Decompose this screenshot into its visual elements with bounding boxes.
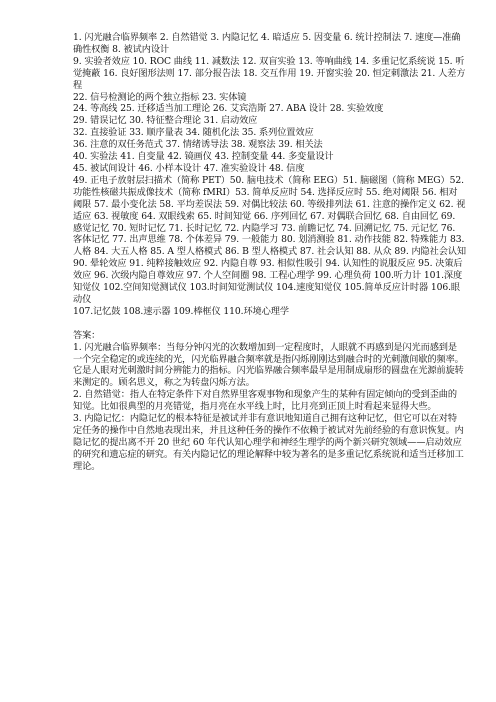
section-gap: [73, 318, 466, 330]
answers-section: [73, 330, 466, 473]
terms-line: 45. 被试间设计 46. 小样本设计 47. 准实验设计 48. 信度: [73, 162, 305, 174]
terms-list: [73, 32, 466, 318]
answer-item: 2. 自然错觉：指人在特定条件下对自然界里客观事物和现象产生的某种有固定倾向的受到歪曲的知觉。比如很典型的月亮错觉，指月亮在水平线上时，比月亮到正顶上时看起来显得大些。: [73, 389, 457, 413]
terms-line: 22. 信号检测论的两个独立指标 23. 实体镜: [73, 91, 247, 103]
terms-line: 40. 实验法 41. 自变量 42. 镜画仪 43. 控制变量 44. 多变量设计: [73, 151, 334, 163]
terms-line: 24. 等高线 25. 迁移适当加工理论 26. 艾宾浩斯 27. ABA 设计 28. 实验效度: [73, 103, 384, 115]
terms-line: 32. 直接验证 33. 顺序量表 34. 随机化法 35. 系列位置效应: [73, 127, 314, 139]
terms-line: 29. 错误记忆 30. 特征整合理论 31. 启动效应: [73, 115, 258, 127]
answer-item: 1. 闪光融合临界频率：当每分钟闪光的次数增加到一定程度时，人眼就不再感到是闪光而感到是一个完全稳定的或连续的光，闪光临界融合频率就是指闪烁刚刚达到融合时的光刺激间歇的频率。它是人眼对光刺激时间分辨能力的指标。闪光临界融合频率最早是用制成扇形的圆盘在光源前旋转来测定的。顾名思义，称之为转盘闪烁方法。: [73, 341, 464, 389]
terms-line: 107.记忆鼓 108.速示器 109.棒框仪 110.环境心理学: [73, 305, 289, 317]
answer-item: 3. 内隐记忆：内隐记忆的根本特征是被试并非有意识地知道自己拥有这种记忆，但它可以在对特定任务的操作中自然地表现出来，并且这种任务的操作不依赖于被试对先前经验的有意识恢复。内隐记忆的提出离不开 20 世纪 60 年代认知心理学和神经生理学的两个新兴研究领域——启动效应的研究和遗忘症的研究。有关内隐记忆的理论解释中较为著名的是多重记忆系统说和适当迁移加工理论。: [73, 413, 464, 472]
terms-line: 9. 实验者效应 10. ROC 曲线 11. 减数法 12. 双盲实验 13. 等响曲线 14. 多重记忆系统说 15. 听觉掩蔽 16. 良好图形法则 17. 部分报告法 18. 交互作用 19. 开窗实验 20. 恒定刺激法 21. 人差方程: [73, 55, 466, 91]
terms-line: 36. 注意的双任务范式 37. 情绪诱导法 38. 观察法 39. 相关法: [73, 139, 323, 151]
terms-line: 49. 正电子放射层扫描术（简称 PET）50. 脑电技术（简称 EEG）51. 脑磁图（简称 MEG）52. 功能性核磁共振成像技术（简称 fMRI）53. 简单反应时 54. 选择反应时 55. 绝对阈限 56. 相对阈限 57. 最小变化法 58. 平均差误法 59. 对偶比较法 60. 等级排列法 61. 注意的操作定义 62. 视适应 63. 视敏度 64. 双眼线索 65. 时间知觉 66. 序列回忆 67. 对偶联合回忆 68. 自由回忆 69. 感觉记忆 70. 短时记忆 71. 长时记忆 72. 内隐学习 73. 前瞻记忆 74. 回溯记忆 75. 元记忆 76. 客体记忆 77. 出声思维 78. 个体差异 79. 一般能力 80. 划消测验 81. 动作技能 82. 特殊能力 83. 人格 84. 大五人格 85. A 型人格模式 86. B 型人格模式 87. 社会认知 88. 从众 89. 内隐社会认知 90. 晕轮效应 91. 纯粹接触效应 92. 内隐自尊 93. 相似性吸引 94. 认知性的说服反应 95. 决策后效应 96. 次级内隐自尊效应 97. 个人空间圈 98. 工程心理学 99. 心理负荷 100.听力计 101.深度知觉仪 102.空间知觉测试仪 103.时间知觉测试仪 104.速度知觉仪 105.简单反应计时器 106.眼动仪: [73, 174, 466, 305]
terms-line: 1. 闪光融合临界频率 2. 自然错觉 3. 内隐记忆 4. 暗适应 5. 因变量 6. 统计控制法 7. 速度—准确确性权衡 8. 被试内设计: [73, 32, 461, 55]
answers-heading: 答案：: [73, 329, 101, 341]
